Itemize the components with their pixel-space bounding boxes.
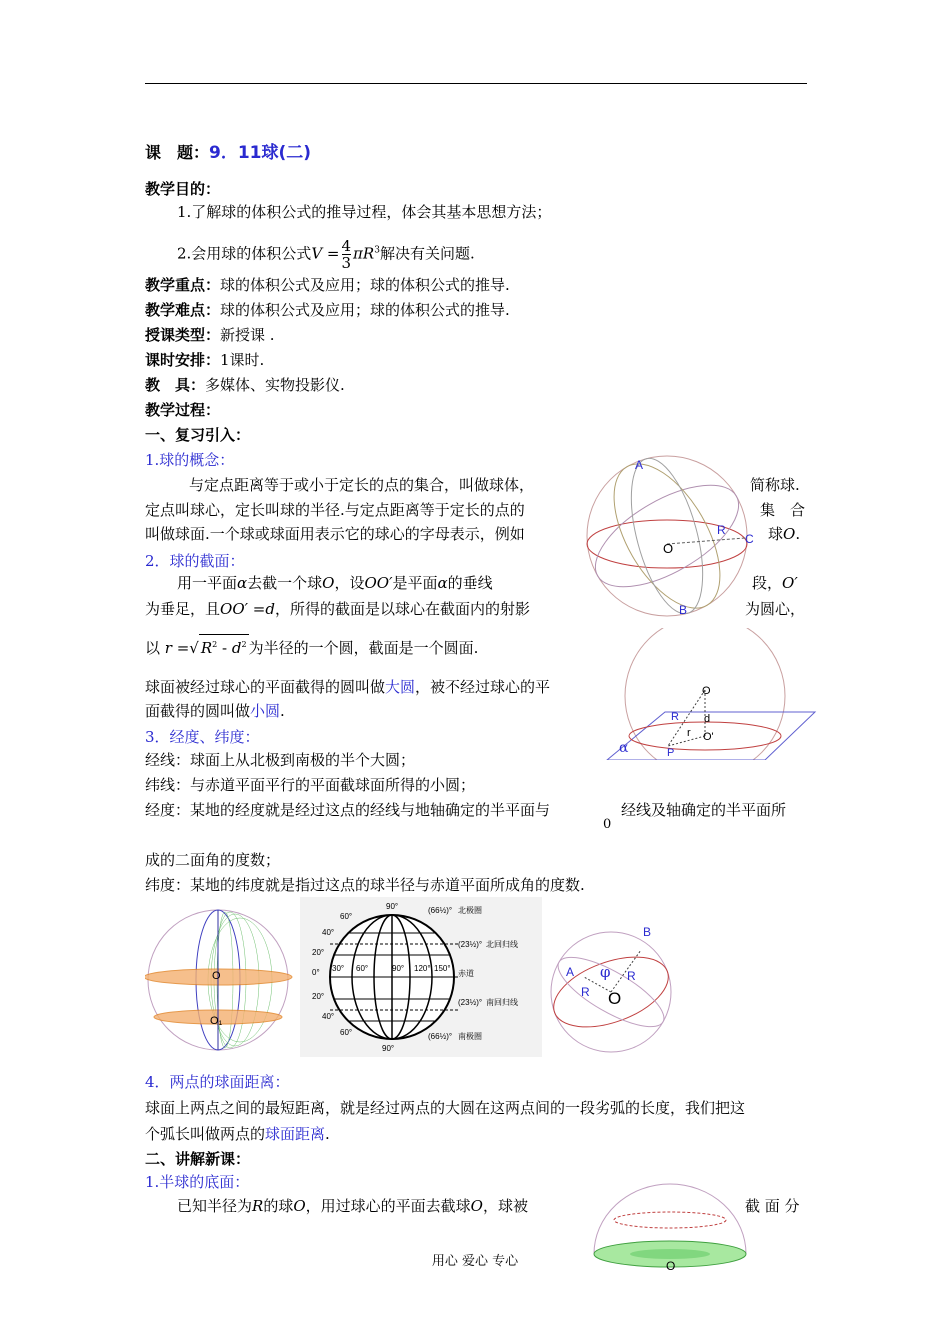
goal-1: 1.了解球的体积公式的推导过程，体会其基本思想方法； (177, 203, 552, 221)
lat-60n: 60° (340, 912, 353, 921)
center-o-label: O (212, 970, 221, 982)
small-r-label: r (687, 727, 691, 739)
point-b-label: B (679, 603, 688, 617)
center-label: O (663, 541, 674, 556)
lat-40s: 40° (322, 1012, 335, 1021)
section-line-2: 为垂足，且OO′ =d，所得的截面是以球心在截面内的射影 (145, 600, 530, 618)
equator-label: 赤道 (458, 969, 474, 978)
lon-30: 30° (332, 964, 345, 973)
page-footer: 用心 爱心 专心 (431, 1254, 519, 1269)
sphere-section-figure (605, 628, 820, 760)
distance-line-1: 球面上两点之间的最短距离，就是经过两点的大圆在这两点间的一段劣弧的长度，我们把这 (145, 1099, 746, 1117)
center-label: O (608, 989, 622, 1008)
subsection-2-1: 1.半球的底面： (145, 1173, 250, 1191)
lat-60s: 60° (340, 1028, 353, 1037)
hemisphere-line-1: 已知半径为R的球O，用过球心的平面去截球O，球被 (177, 1197, 528, 1215)
angle-phi-label: φ (600, 963, 611, 981)
lon-120: 120° (414, 964, 431, 973)
center-o1-label: O₁ (210, 1015, 223, 1027)
great-circle-line: 球面被经过球心的平面截得的圆叫做大圆，被不经过球心的平 (145, 678, 551, 696)
subsection-1-4: 4．两点的球面距离： (145, 1073, 290, 1091)
frac-3: (23½)° (458, 998, 483, 1007)
lon-90: 90° (392, 964, 405, 973)
subsection-1-3: 3．经度、纬度： (145, 728, 260, 746)
globe-grid-figure (300, 897, 542, 1057)
section-2-heading: 二、讲解新课： (145, 1150, 251, 1168)
process-heading: 教学过程： (145, 401, 221, 419)
concept-line-1-right: 简称球. (750, 476, 800, 494)
lesson-hours: 课时安排：1课时. (145, 351, 265, 369)
teaching-tools: 教 具：多媒体、实物投影仪. (145, 376, 345, 394)
longitude-def-cont: 经线及轴确定的半平面所 (621, 801, 787, 819)
point-a-label: A (566, 965, 575, 979)
lat-90s: 90° (382, 1044, 395, 1053)
distance-d-label: d (704, 713, 711, 725)
parallel-slices-figure (145, 905, 297, 1055)
cancer-label: 北回归线 (486, 940, 518, 949)
radius-r-label: R (671, 711, 679, 723)
concept-line-3: 叫做球面.一个球或球面用表示它的球心的字母表示，例如 (145, 525, 525, 543)
key-points: 教学重点：球的体积公式及应用；球的体积公式的推导. (145, 276, 510, 294)
lat-90n: 90° (386, 902, 399, 911)
concept-line-1: 与定点距离等于或小于定长的点的集合，叫做球体， (189, 476, 535, 494)
hemisphere-line-1-right: 截 面 分 (745, 1197, 800, 1215)
concept-line-3-right: 球O. (768, 525, 801, 543)
plane-alpha-label: α (619, 740, 629, 756)
frac-4: (66½)° (428, 1032, 453, 1041)
point-p-label: P (667, 747, 675, 759)
arctic-label: 北极圈 (458, 906, 482, 915)
spherical-distance-figure (546, 922, 676, 1054)
antarctic-label: 南极圈 (458, 1032, 482, 1041)
subsection-1-1: 1.球的概念： (145, 451, 235, 469)
radius-label-2: R (627, 969, 636, 983)
center-o-label: O (702, 685, 711, 697)
lesson-type: 授课类型：新授课 . (145, 326, 275, 344)
header-rule (145, 83, 807, 84)
section-1-heading: 一、复习引入： (145, 426, 251, 444)
lon-150: 150° (434, 964, 451, 973)
section-line-3: 以 r =√ $R^2 - d^2$ 为半径的一个圆，截面是一个圆面. (145, 634, 478, 658)
radius-label-1: R (581, 985, 590, 999)
sphere-concept-figure (575, 452, 760, 620)
parallel-def: 纬线：与赤道平面平行的平面截球面所得的小圆； (145, 776, 476, 794)
zero-subscript: 0 (603, 817, 612, 832)
longitude-def: 经度：某地的经度就是经过这点的经线与地轴确定的半平面与 (145, 801, 551, 819)
point-b-label: B (643, 925, 652, 939)
frac-2: (23½)° (458, 940, 483, 949)
concept-line-2: 定点叫球心，定长叫球的半径.与定点距离等于定长的点的 (145, 501, 525, 519)
section-line-2-right: 为圆心， (745, 600, 806, 618)
lesson-title: 课 题：9．11球(二) (145, 143, 312, 163)
lat-0: 0° (312, 968, 320, 977)
lat-20n: 20° (312, 948, 325, 957)
lat-40n: 40° (322, 928, 335, 937)
frac-1: (66½)° (428, 906, 453, 915)
distance-line-2: 个弧长叫做两点的球面距离. (145, 1125, 330, 1143)
section-line-1-right: 段，O′ (752, 574, 798, 592)
difficult-points: 教学难点：球的体积公式及应用；球的体积公式的推导. (145, 301, 510, 319)
o-prime-label: O' (703, 731, 714, 743)
latitude-def: 纬度：某地的纬度就是指过这点的球半径与赤道平面所成角的度数. (145, 876, 585, 894)
subsection-1-2: 2．球的截面： (145, 552, 245, 570)
center-label: O (666, 1259, 676, 1273)
longitude-def-end: 成的二面角的度数； (145, 851, 281, 869)
small-circle-line: 面截得的圆叫做小圆. (145, 702, 285, 720)
capricorn-label: 南回归线 (486, 998, 518, 1007)
goal-2: 2.会用球的体积公式V = $\frac{4}{3}$ $\pi R^3$解决有关问题. (177, 237, 475, 272)
lon-60: 60° (356, 964, 369, 973)
meridian-def: 经线：球面上从北极到南极的半个大圆； (145, 751, 416, 769)
goals-heading: 教学目的： (145, 180, 221, 198)
lat-20s: 20° (312, 992, 325, 1001)
concept-line-2-right: 集 合 (760, 501, 806, 519)
radius-label: R (717, 523, 726, 537)
point-a-label: A (635, 458, 644, 472)
point-c-label: C (745, 532, 754, 546)
section-line-1: 用一平面α去截一个球O，设OO′是平面α的垂线 (177, 574, 493, 592)
